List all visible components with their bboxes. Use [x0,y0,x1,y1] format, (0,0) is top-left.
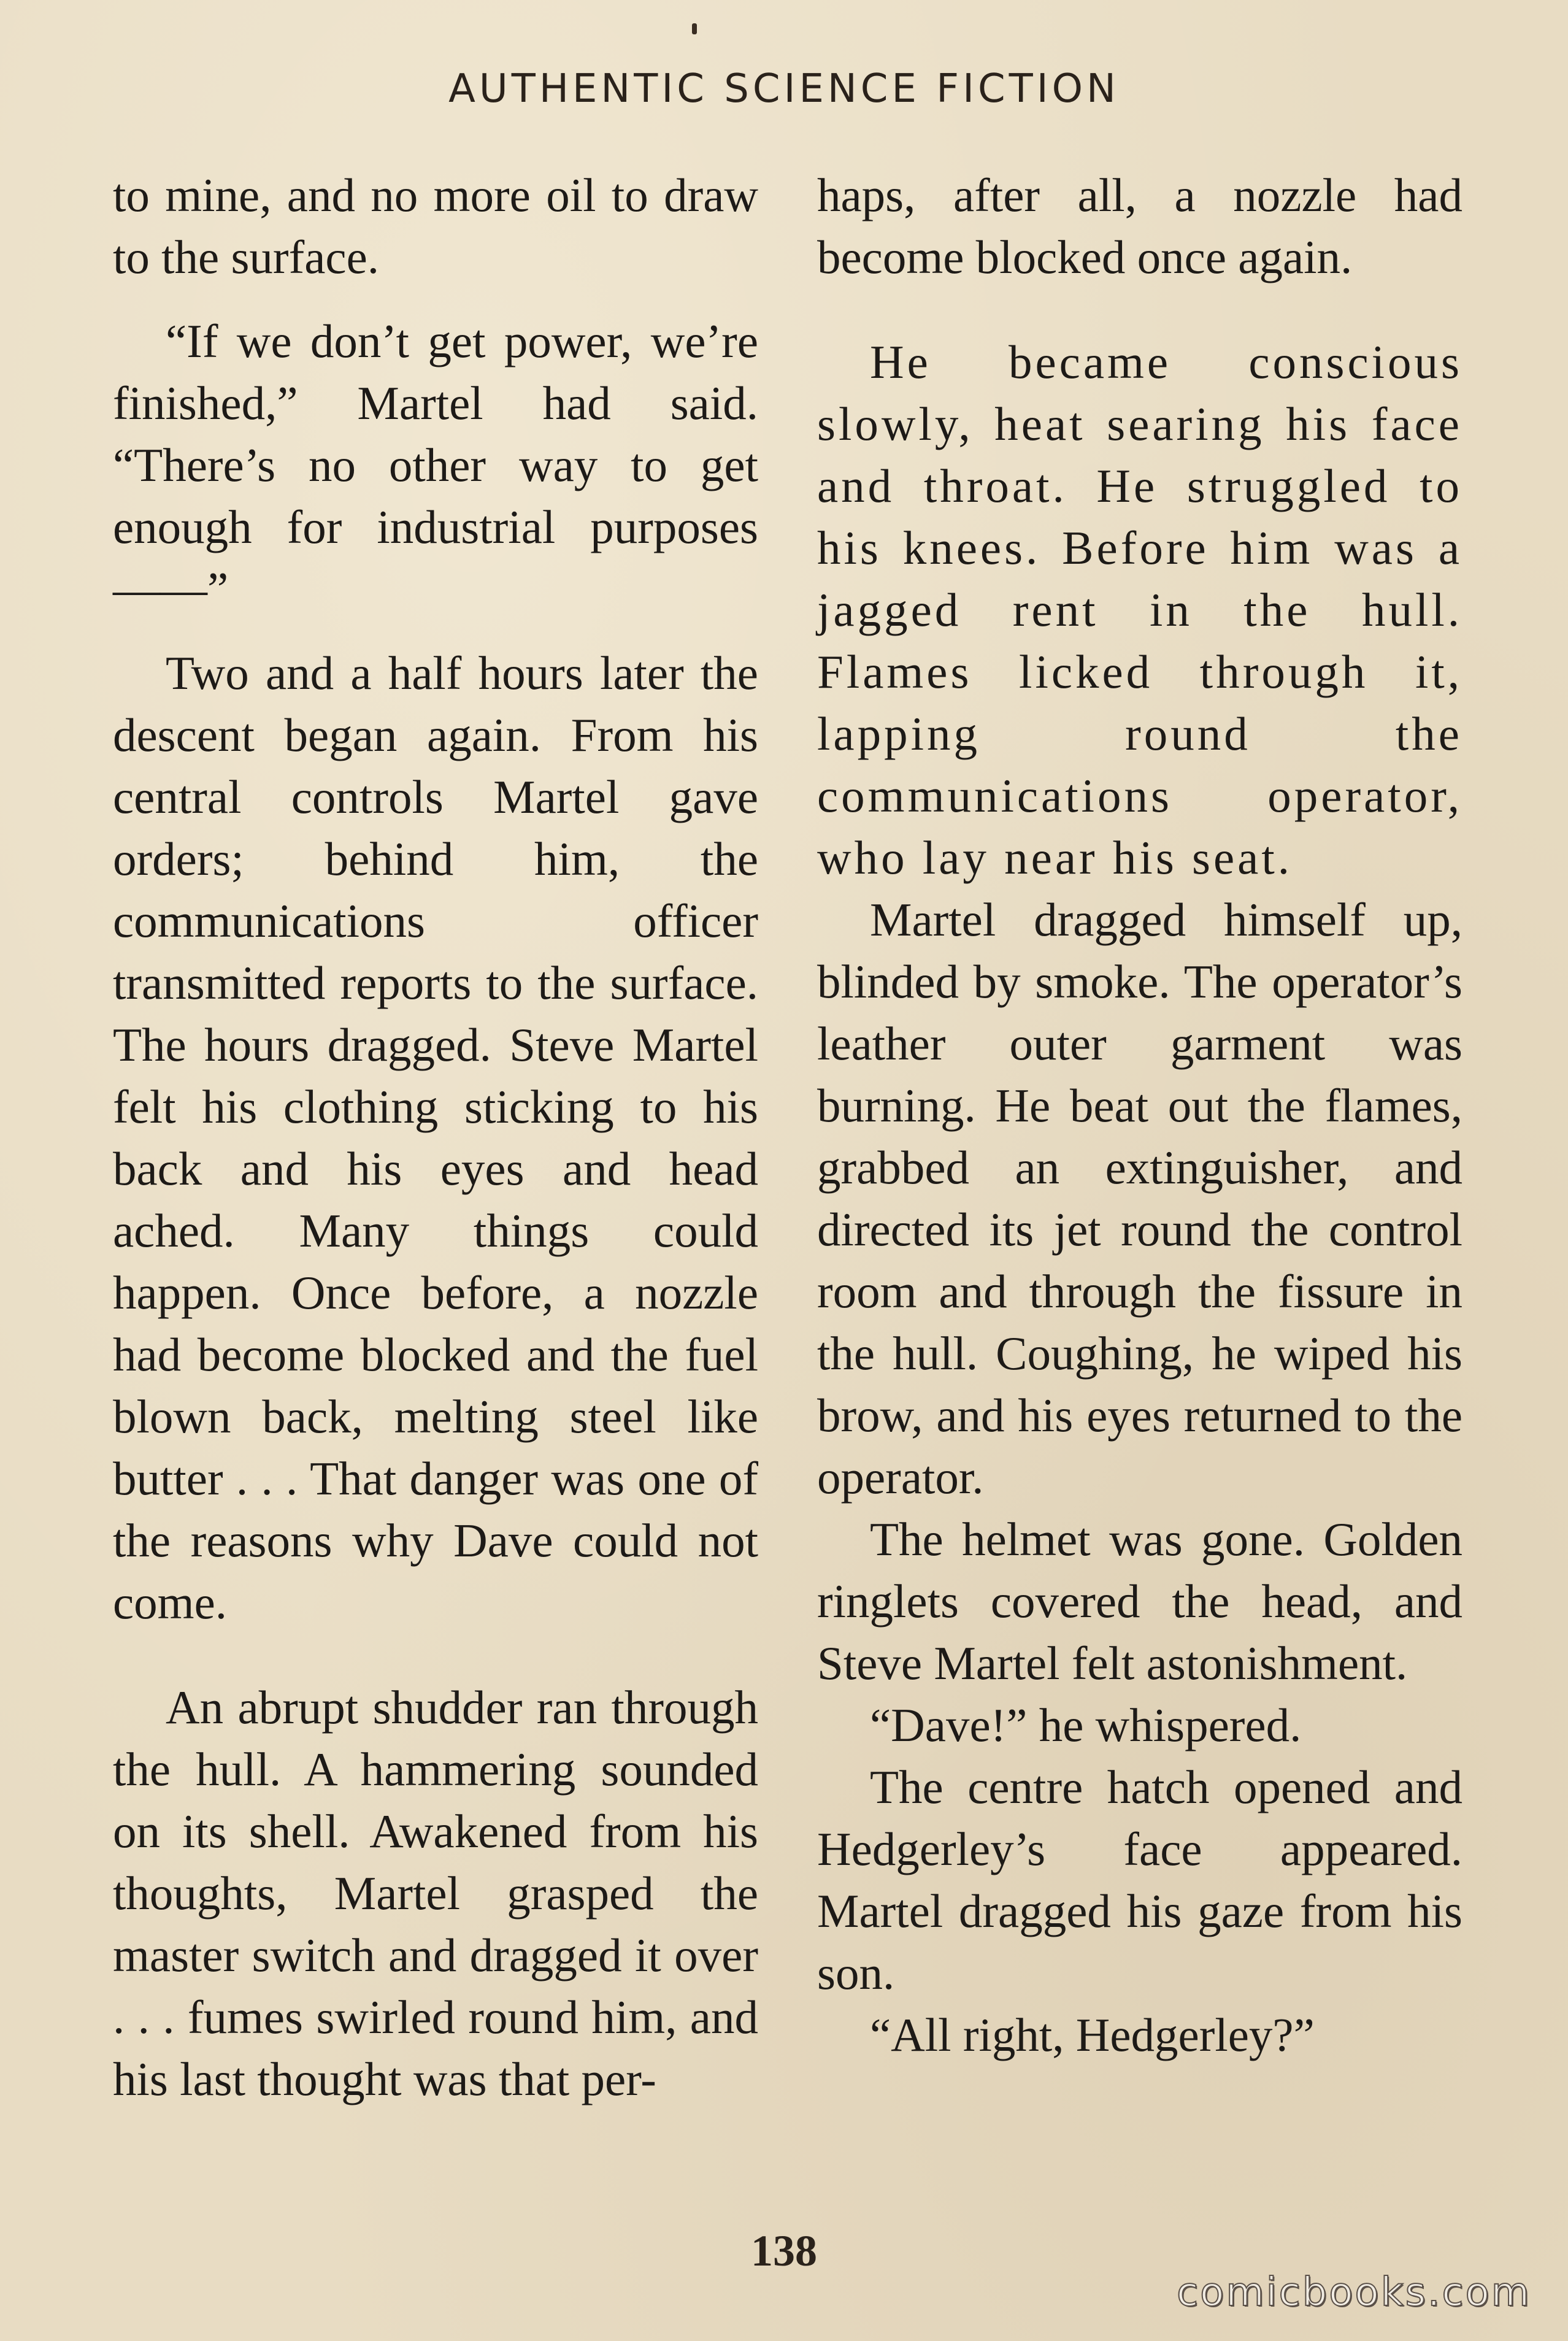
running-head: AUTHENTIC SCIENCE FICTION [448,66,1120,112]
paragraph: “Dave!” he whispered. [870,1699,1302,1751]
watermark-logo: comicbooks.com [1176,2270,1531,2315]
paragraph: haps, after all, a nozzle had become blocked once again. [817,169,1462,283]
paragraph: An abrupt shudder ran through the hull. A hammering sounded on its shell. Awakened from his thoughts, Martel grasped the master switch and dragged it over . . . fumes swirled round him, and his last thought was that per- [113,1681,758,2105]
print-speck [692,23,697,34]
paragraph: The centre hatch opened and Hedgerley’s face appeared. Martel dragged his gaze from his son. [817,1761,1462,1999]
paragraph: Martel dragged himself up, blinded by smoke. The operator’s leather outer garment was burning. He beat out the flames, grabbed an extinguisher, and directed its jet round the control room and through the fissure in the hull. Coughing, he wiped his brow, and his eyes returned to the operator. [817,893,1462,1504]
paragraph: “All right, Hedgerley?” [870,2008,1315,2061]
page-number: 138 [751,2226,817,2275]
right-column [817,164,1462,2066]
left-column [113,164,758,2110]
paragraph: to mine, and no more oil to draw to the surface. [113,169,758,283]
paragraph: Two and a half hours later the descent began again. From his central controls Martel gave orders; behind him, the communications officer transmitted reports to the surface. The hours dragged. Steve Martel felt his clothing sticking to his back and his eyes and head ached. Many things could happen. Once before, a nozzle had become blocked and the fuel blown back, melting steel like butter . . . That danger was one of the reasons why Dave could not come. [113,647,758,1629]
paragraph: “If we don’t get power, we’re finished,” Martel had said. “There’s no other way to get enough for industrial purposes——” [113,315,758,615]
paragraph: He became conscious slowly, heat searing his face and throat. He struggled to his knees. Before him was a jagged rent in the hull. Flames licked through it, lapping round the communications operator, who lay near his seat. [817,336,1462,884]
paragraph: The helmet was gone. Golden ringlets covered the head, and Steve Martel felt astonishment. [817,1513,1462,1689]
